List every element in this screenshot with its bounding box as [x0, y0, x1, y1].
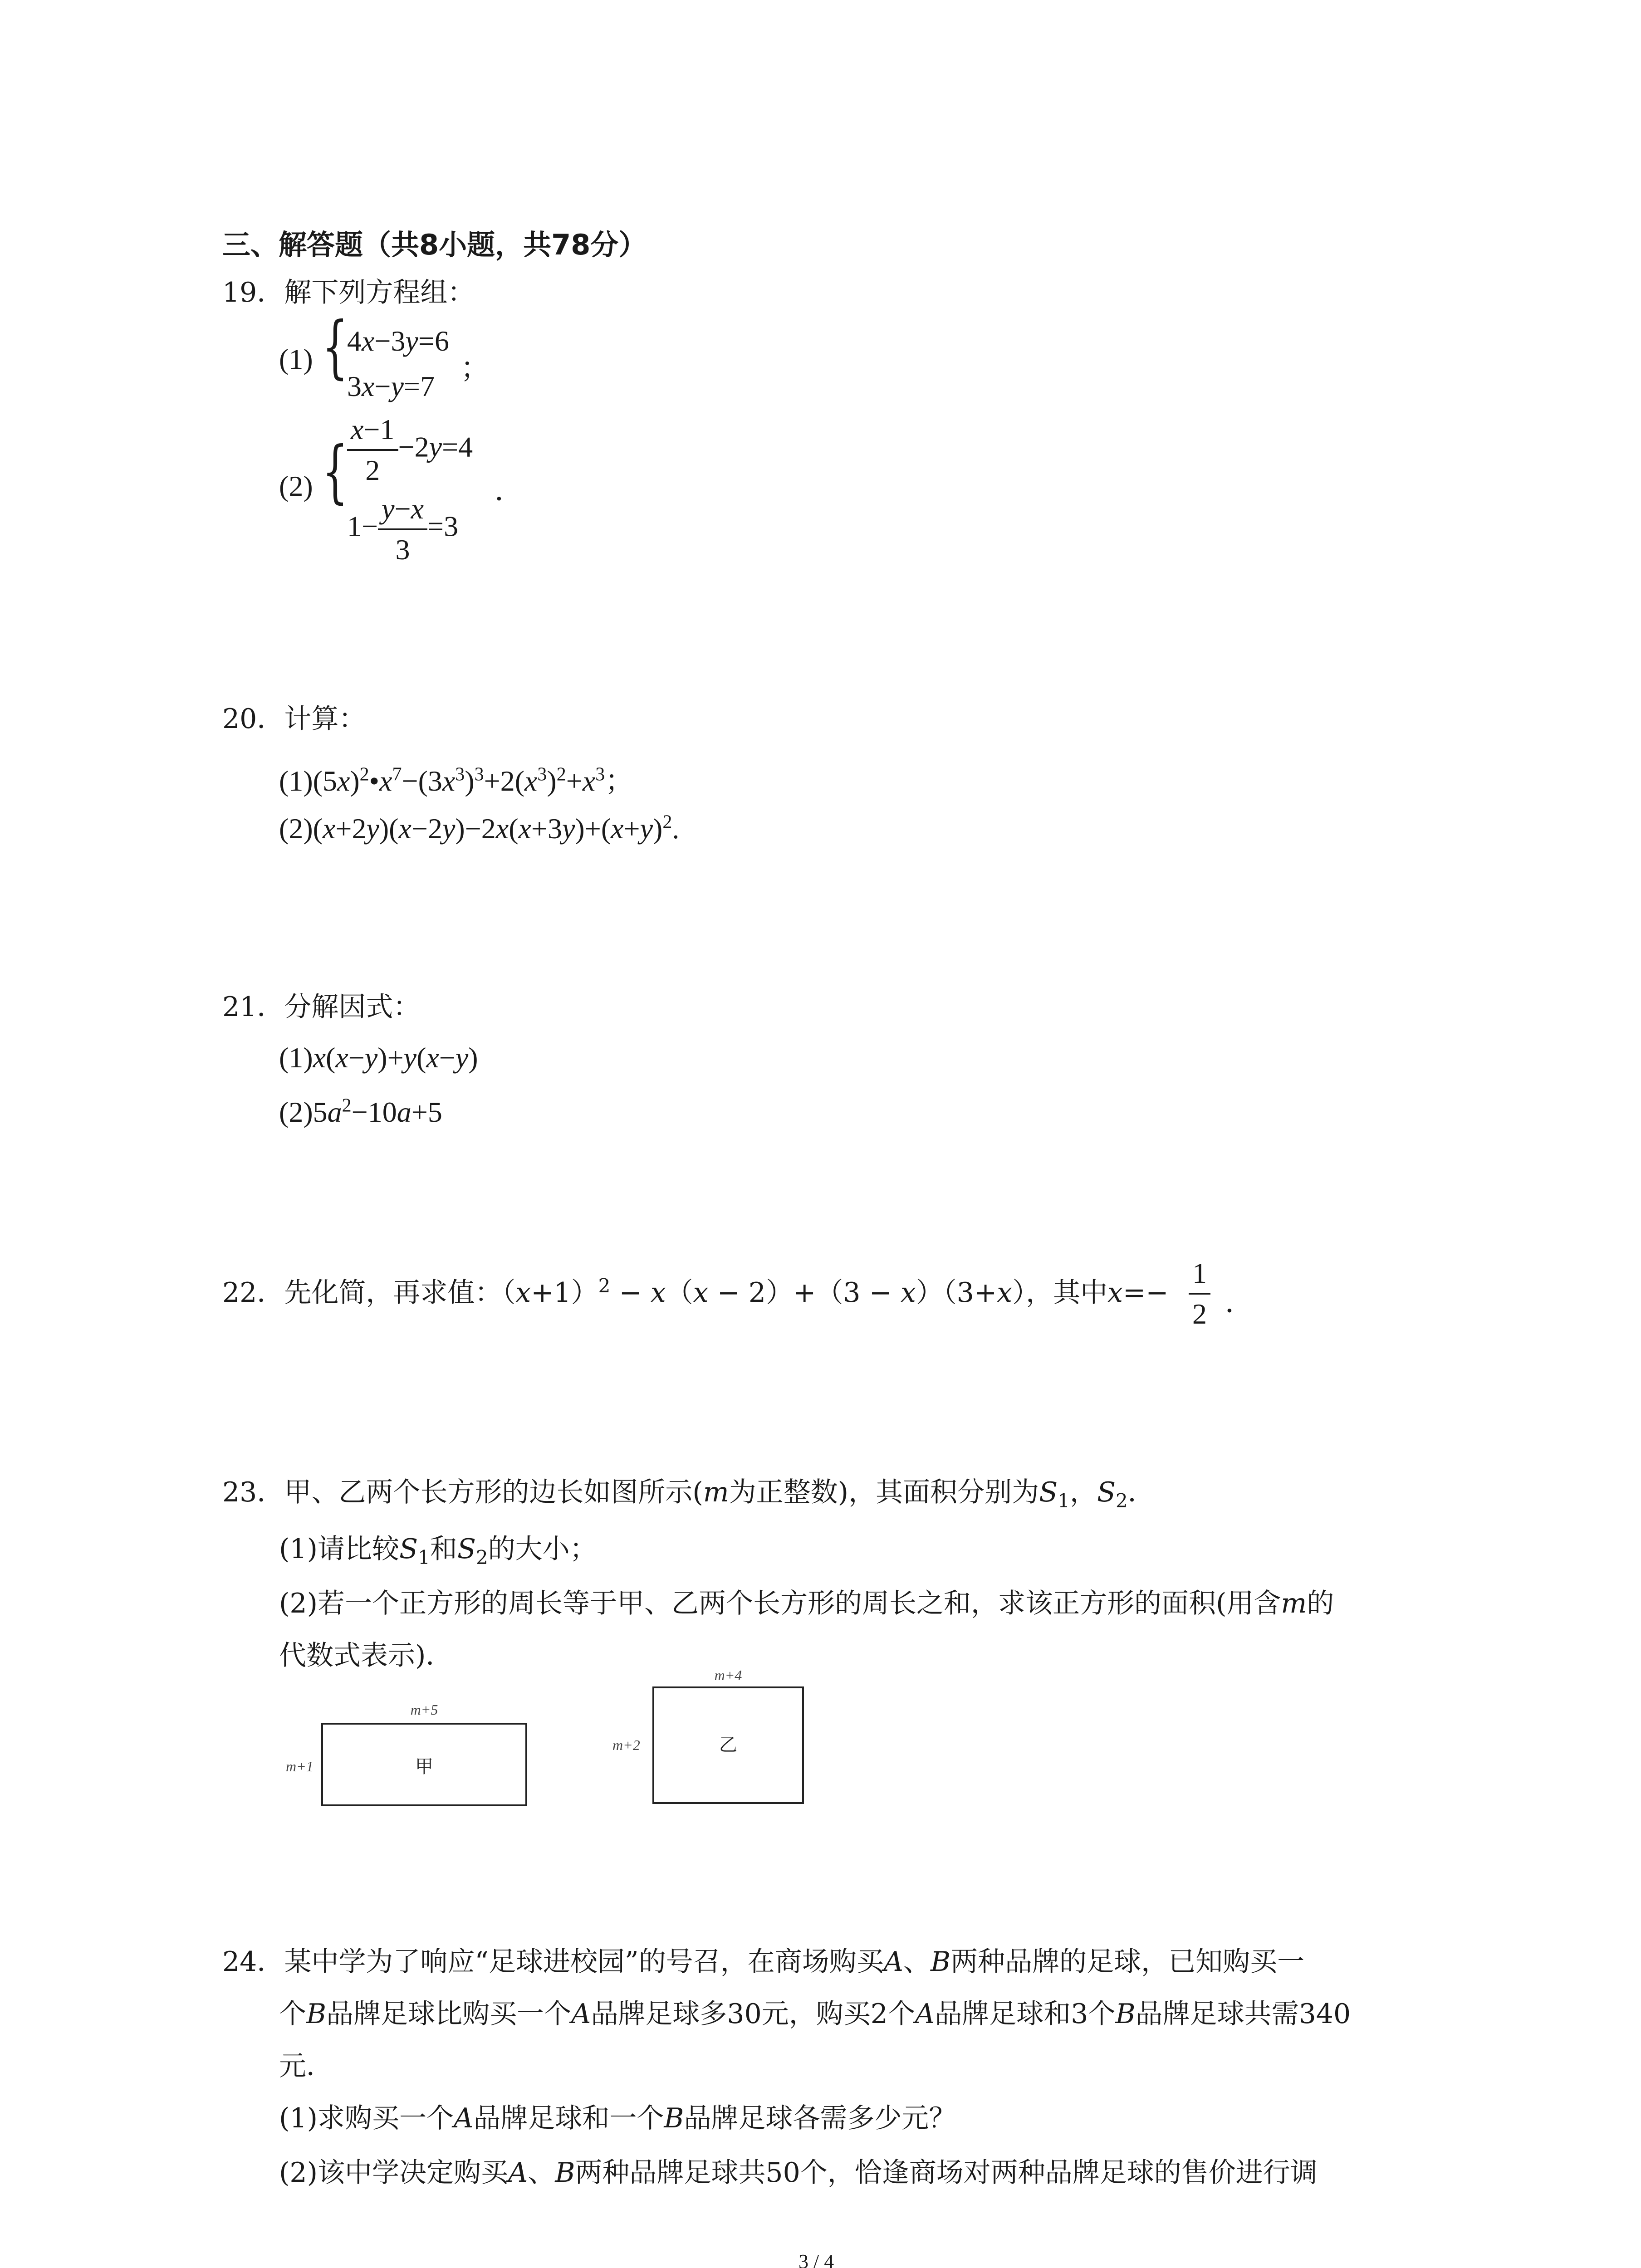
q20-stem: 20．计算：: [222, 703, 366, 735]
q19-p2-label: (2): [279, 470, 313, 502]
q22-fraction: [1189, 1256, 1210, 1331]
q19-p2-eq2-denominator: 3: [395, 533, 410, 566]
q21-stem: 21．分解因式：: [222, 991, 421, 1023]
q19-p1-eq2: 3x−y=7: [347, 370, 435, 402]
q19-p2-eq1-denominator: 2: [365, 454, 380, 486]
q22-numerator: 1: [1189, 1256, 1210, 1295]
q19-p1-eq1: 4x−3y=6: [347, 325, 449, 357]
q24-line3: 元．: [279, 2050, 333, 2082]
q19-p2-eq1: $\frac{x-1}{2}$ −2y=4: [347, 413, 473, 487]
q19-p2-eq1-fraction: [347, 413, 398, 487]
rect-jia-side-label: m+1: [286, 1758, 314, 1774]
q19-p1-end: ；: [460, 352, 490, 384]
q19-p2-eq2: 1− $\frac{y-x}{3}$ =3: [347, 493, 459, 566]
q19-p2-brace: {: [322, 432, 348, 511]
q19-p2-eq2-numerator: y−x: [378, 492, 427, 530]
rect-jia-top-label: m+5: [410, 1701, 438, 1718]
rect-jia-label: 甲: [415, 1756, 433, 1777]
q24-line1: 24．某中学为了响应“足球进校园”的号召，在商场购买A、B两种品牌的足球，已知购买一: [222, 1946, 1305, 1978]
page-number: 3 / 4: [798, 2250, 834, 2268]
q24-line4: (1)求购买一个A品牌足球和一个B品牌足球各需多少元？: [279, 2102, 956, 2134]
q19-p2-eq1-numerator: x−1: [347, 413, 398, 451]
q23-line2: (2)若一个正方形的周长等于甲、乙两个长方形的周长之和，求该正方形的面积(用含m的: [279, 1588, 1334, 1619]
q19-p1-label: (1): [279, 343, 313, 375]
q22-denominator: 2: [1192, 1298, 1207, 1330]
q19-p1-brace: {: [322, 308, 348, 386]
rect-yi-top-label: m+4: [714, 1669, 742, 1683]
q19-p2-end: ．: [495, 474, 524, 507]
q21-line2: $(2)5a^2-10a+5$: [279, 1095, 442, 1128]
rect-yi-side-label: m+2: [612, 1737, 640, 1753]
rect-yi-label: 乙: [719, 1735, 737, 1755]
q20-line2: $(2)(x+2y)(x-2y)-2x(x+3y)+(x+y)^2$.: [279, 811, 680, 845]
q22-end: ．: [1225, 1286, 1254, 1319]
q23-figure: [272, 1669, 839, 1814]
q23-line1: (1)请比较$S_1$和$S_2$的大小；: [279, 1533, 597, 1569]
section-title: 三、解答题（共8小题，共78分）: [222, 228, 647, 261]
q24-line5: (2)该中学决定购买A、B两种品牌足球共50个，恰逢商场对两种品牌足球的售价进行调: [279, 2157, 1318, 2189]
q21-line1: (1)x(x−y)+y(x−y): [279, 1041, 478, 1074]
q19-p2-eq2-fraction: [378, 492, 427, 567]
q23-stem: 23．甲、乙两个长方形的边长如图所示(m为正整数)，其面积分别为$S_1$，$S_2$．: [222, 1476, 1155, 1512]
q22-stem: 22．先化简，再求值：$(x+1)^2 - x(x - 2)+(3 - x)(3+x)$，其中x=−: [222, 1275, 1169, 1309]
q23-line3: 代数式表示)．: [279, 1640, 453, 1672]
q20-line1: $(1)(5x)^2•x^7-(3x^3)^3+2(x^3)^2+x^3$；: [279, 764, 634, 797]
q19-stem: 19．解下列方程组：: [222, 277, 475, 308]
q24-line2: 个B品牌足球比购买一个A品牌足球多30元，购买2个A品牌足球和3个B品牌足球共需340: [279, 1998, 1351, 2030]
